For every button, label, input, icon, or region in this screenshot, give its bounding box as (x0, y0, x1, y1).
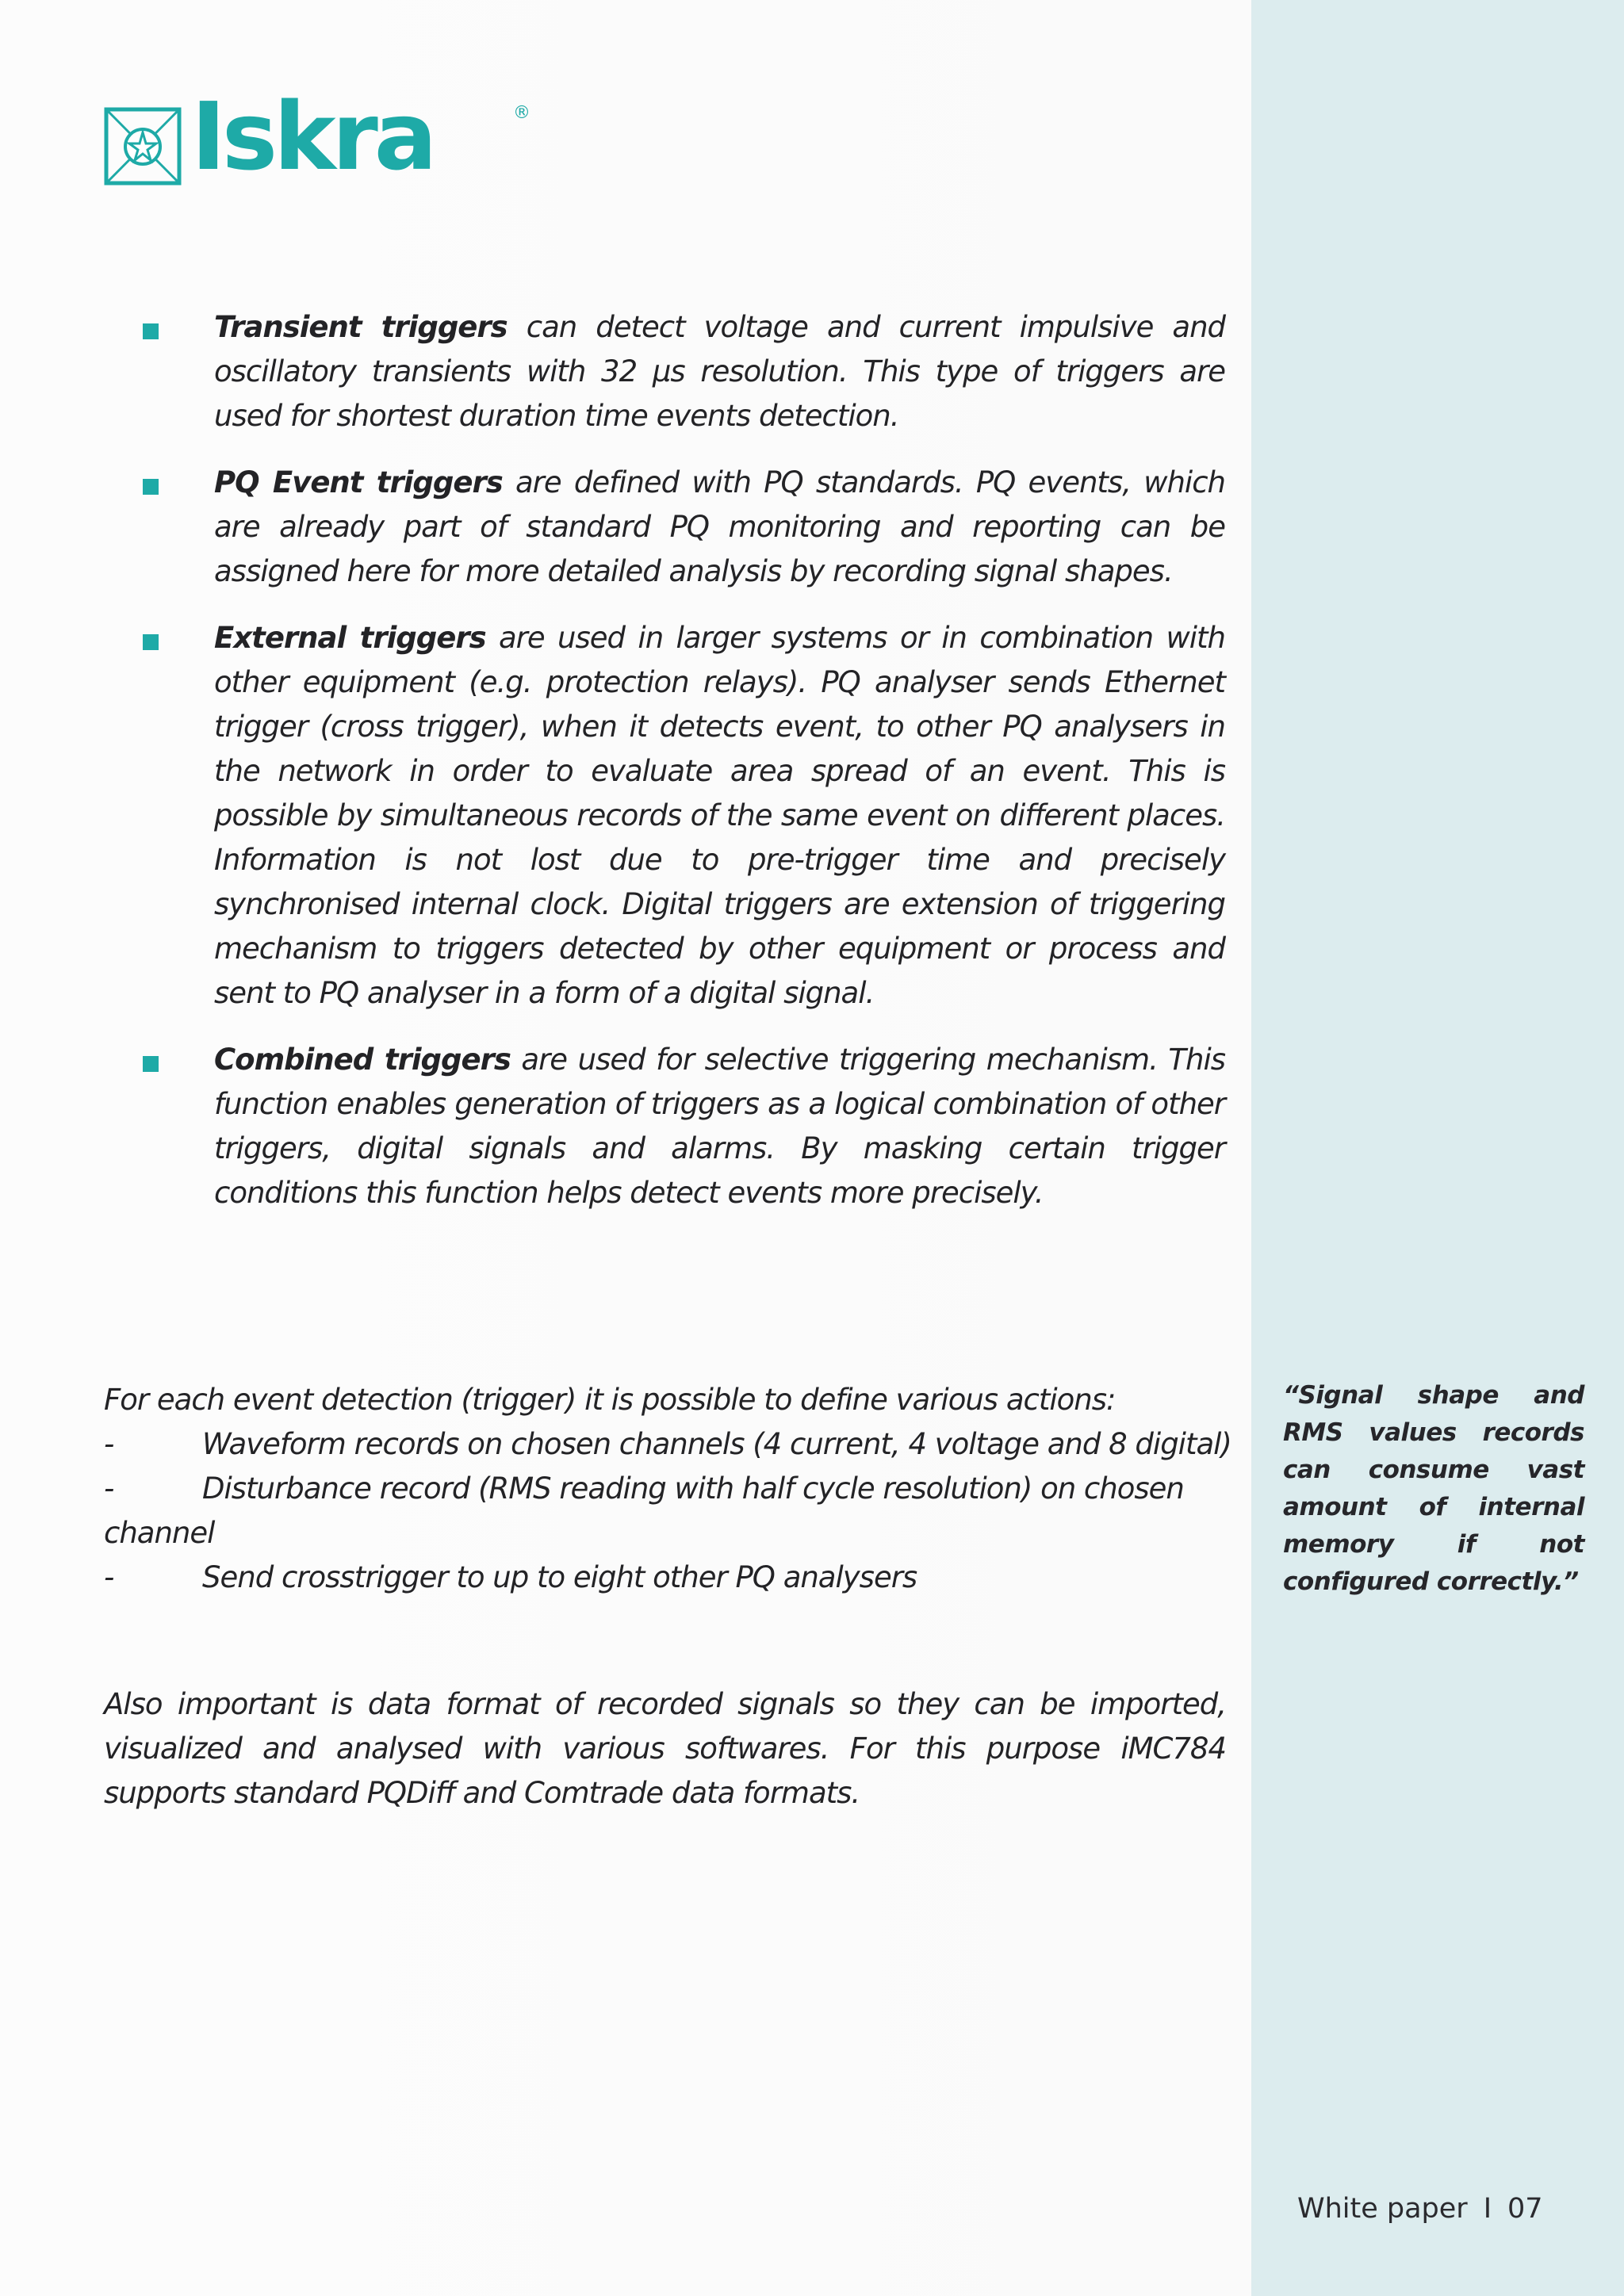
page-number: 07 (1507, 2193, 1543, 2225)
action-item (104, 1467, 1238, 1511)
bullet-term: External triggers (214, 621, 486, 655)
footer-label: White paper (1297, 2193, 1468, 2225)
action-item (104, 1422, 1238, 1467)
list-item (103, 461, 1225, 594)
bullet-body: can detect voltage and current impulsive and oscillatory transients with 32 µs resolution. This type of triggers are used for shortest duration time events detection. (214, 310, 1226, 433)
list-item (103, 305, 1225, 438)
registered-mark: ® (513, 103, 530, 123)
action-text: Disturbance record (RMS reading with half cycle resolution) on chosen (202, 1471, 1184, 1506)
bullet-square-icon (143, 634, 159, 650)
action-text: channel (104, 1516, 215, 1550)
list-item (103, 1038, 1225, 1215)
bullet-term: Transient triggers (214, 310, 508, 344)
bullet-square-icon (143, 479, 159, 495)
bullet-body: are used for selective triggering mechanism. This function enables generation of triggers as a logical combination of other triggers, digital signals and alarms. By masking certain trigger conditions this function helps detect events more precisely. (214, 1043, 1225, 1210)
pull-quote: “Signal shape and RMS values records can consume vast amount of internal memory if not configured correctly.” (1283, 1381, 1584, 1596)
list-item (103, 616, 1225, 1016)
action-dash: - (104, 1560, 114, 1594)
action-dash: - (104, 1427, 114, 1461)
bullet-term: PQ Event triggers (214, 465, 503, 499)
actions-intro: For each event detection (trigger) it is possible to define various actions: (104, 1383, 1116, 1417)
sidebar-panel (1251, 0, 1624, 2296)
trigger-types-list (103, 305, 1225, 1238)
action-text: Waveform records on chosen channels (4 current, 4 voltage and 8 digital) (202, 1427, 1231, 1461)
action-item-continued (104, 1511, 1238, 1556)
bullet-term: Combined triggers (214, 1043, 511, 1077)
footer-separator: I (1483, 2193, 1492, 2225)
action-item (104, 1556, 1238, 1600)
bullet-text (214, 616, 1225, 1016)
actions-section (104, 1378, 1238, 1600)
bullet-body: are used in larger systems or in combination with other equipment (e.g. protection relays). PQ analyser sends Ethernet trigger (cross trigger), when it detects event, to other PQ analysers in the network in order to evaluate area spread of an event. This is possible by simultaneous records of the same event on different places. Information is not lost due to pre-trigger time and precisely synchronised internal clock. Digital triggers are extension of triggering mechanism to triggers detected by other equipment or process and sent to PQ analyser in a form of a digital signal. (214, 621, 1225, 1010)
bullet-text (214, 461, 1225, 594)
bullet-body: are defined with PQ standards. PQ events, which are already part of standard PQ monitoring and reporting can be assigned here for more detailed analysis by recording signal shapes. (214, 465, 1225, 588)
bullet-square-icon (143, 323, 159, 339)
page-footer (1297, 2193, 1543, 2225)
action-text: Send crosstrigger to up to eight other PQ analysers (202, 1560, 917, 1594)
logo-wordmark: Iskra (191, 82, 434, 191)
action-dash: - (104, 1471, 114, 1506)
bullet-text (214, 305, 1225, 438)
iskra-emblem-icon (104, 107, 182, 186)
bullet-text (214, 1038, 1225, 1215)
bullet-square-icon (143, 1056, 159, 1072)
data-format-paragraph: Also important is data format of recorded signals so they can be imported, visualized and analysed with various softwares. For this purpose iMC784 supports standard PQDiff and Comtrade data formats. (104, 1687, 1226, 1810)
